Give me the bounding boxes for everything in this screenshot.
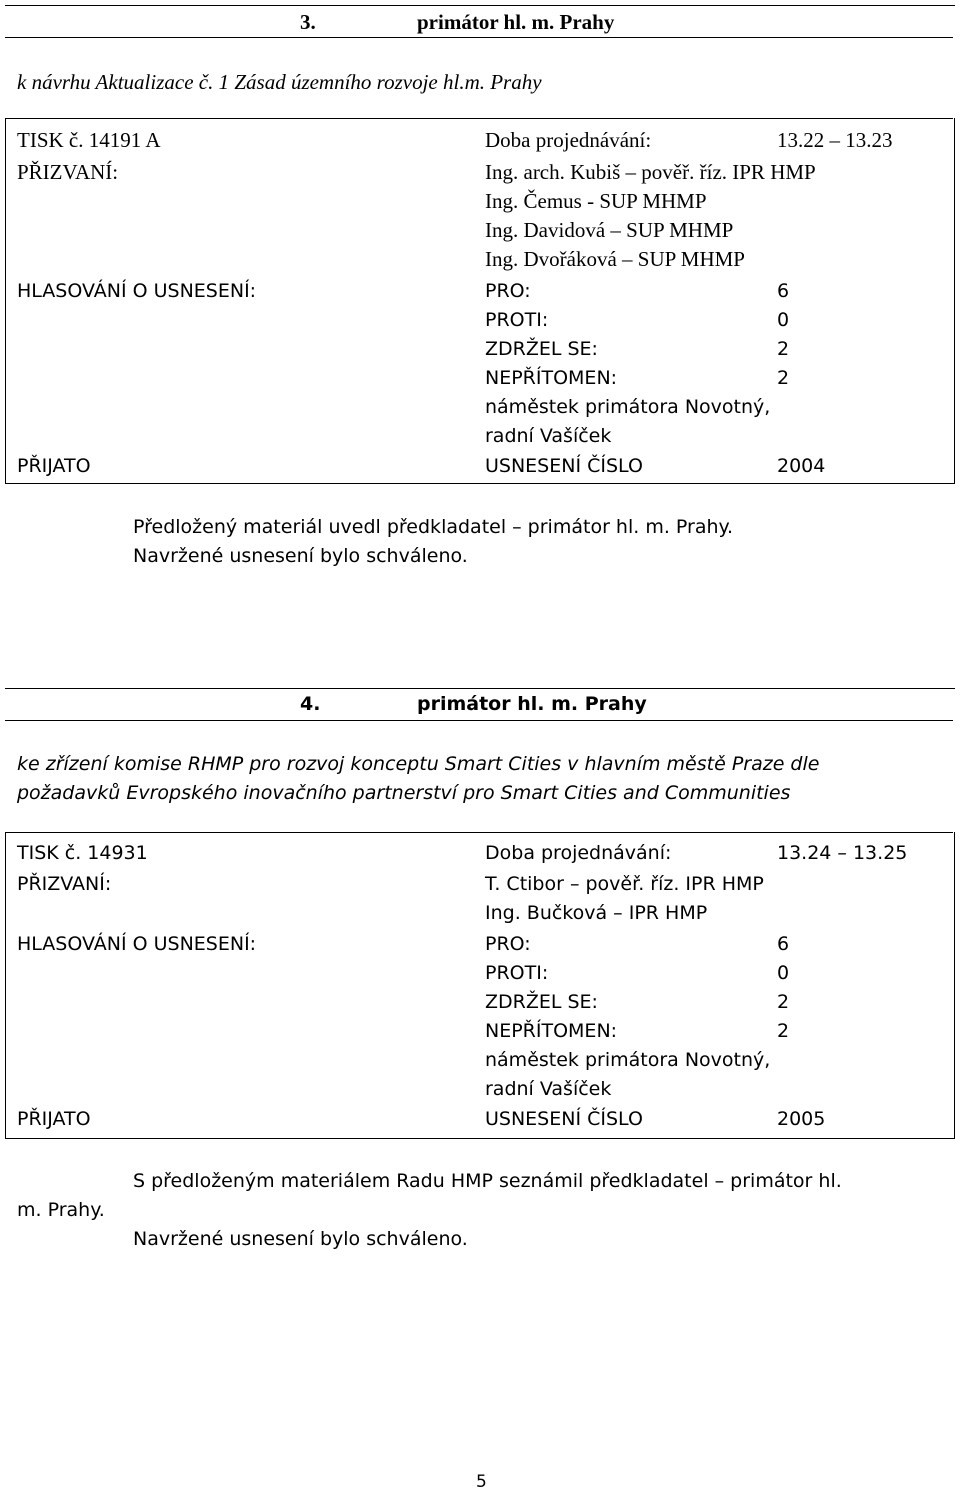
vote-absent-value: 2 <box>777 367 790 389</box>
table-top-rule <box>5 832 953 833</box>
vote-against-value: 0 <box>777 962 790 984</box>
item-note: S předloženým materiálem Radu HMP seznámil předkladatel – primátor hl. <box>133 1170 842 1192</box>
invited-person: Ing. arch. Kubiš – pověř. říz. IPR HMP <box>485 160 816 184</box>
item-subject: požadavků Evropského inovačního partnerství pro Smart Cities and Communities <box>17 782 791 804</box>
item-top-rule <box>5 688 955 689</box>
invited-person: Ing. Davidová – SUP MHMP <box>485 218 734 242</box>
vote-abstain-label: ZDRŽEL SE: <box>485 991 598 1013</box>
vote-abstain-value: 2 <box>777 991 790 1013</box>
time-label: Doba projednávání: <box>485 128 652 152</box>
vote-label: HLASOVÁNÍ O USNESENÍ: <box>17 280 257 302</box>
vote-label: HLASOVÁNÍ O USNESENÍ: <box>17 933 257 955</box>
print-number: TISK č. 14931 <box>17 842 148 864</box>
item-top-rule <box>5 5 955 6</box>
print-number: TISK č. 14191 A <box>17 128 161 152</box>
item-header-rule <box>5 37 953 38</box>
invited-person: Ing. Bučková – IPR HMP <box>485 902 708 924</box>
vote-for-label: PRO: <box>485 933 531 955</box>
item-note: Navržené usnesení bylo schváleno. <box>133 545 468 567</box>
item-note: Předložený materiál uvedl předkladatel – primátor hl. m. Prahy. <box>133 516 734 538</box>
invited-label: PŘIZVANÍ: <box>17 873 112 895</box>
vote-against-value: 0 <box>777 309 790 331</box>
item-submitter: primátor hl. m. Prahy <box>417 693 647 715</box>
item-note: Navržené usnesení bylo schváleno. <box>133 1228 468 1250</box>
item-number: 3. <box>300 10 316 34</box>
item-details-table <box>5 832 955 1139</box>
absent-member: radní Vašíček <box>485 425 612 447</box>
vote-for-value: 6 <box>777 933 790 955</box>
resolution-number: 2005 <box>777 1108 826 1130</box>
vote-against-label: PROTI: <box>485 309 549 331</box>
vote-for-value: 6 <box>777 280 790 302</box>
resolution-number: 2004 <box>777 455 826 477</box>
vote-absent-value: 2 <box>777 1020 790 1042</box>
invited-label: PŘIZVANÍ: <box>17 160 119 184</box>
item-header-rule <box>5 720 953 721</box>
invited-person: T. Ctibor – pověř. říz. IPR HMP <box>485 873 764 895</box>
vote-absent-label: NEPŘÍTOMEN: <box>485 367 618 389</box>
item-subject: ke zřízení komise RHMP pro rozvoj konceptu Smart Cities v hlavním městě Praze dle <box>17 753 820 775</box>
vote-absent-label: NEPŘÍTOMEN: <box>485 1020 618 1042</box>
vote-for-label: PRO: <box>485 280 531 302</box>
absent-member: radní Vašíček <box>485 1078 612 1100</box>
table-top-rule <box>5 118 953 119</box>
page-number: 5 <box>476 1472 487 1492</box>
time-value: 13.22 – 13.23 <box>777 128 893 152</box>
time-label: Doba projednávání: <box>485 842 672 864</box>
item-note: m. Prahy. <box>17 1199 105 1221</box>
invited-person: Ing. Dvořáková – SUP MHMP <box>485 247 745 271</box>
item-submitter: primátor hl. m. Prahy <box>417 10 615 34</box>
item-number: 4. <box>300 693 321 715</box>
absent-member: náměstek primátora Novotný, <box>485 396 771 418</box>
vote-abstain-label: ZDRŽEL SE: <box>485 338 598 360</box>
result-status: PŘIJATO <box>17 455 91 477</box>
resolution-label: USNESENÍ ČÍSLO <box>485 1108 643 1130</box>
invited-person: Ing. Čemus - SUP MHMP <box>485 189 707 213</box>
time-value: 13.24 – 13.25 <box>777 842 908 864</box>
vote-abstain-value: 2 <box>777 338 790 360</box>
vote-against-label: PROTI: <box>485 962 549 984</box>
result-status: PŘIJATO <box>17 1108 91 1130</box>
item-subject: k návrhu Aktualizace č. 1 Zásad územního rozvoje hl.m. Prahy <box>17 70 542 94</box>
resolution-label: USNESENÍ ČÍSLO <box>485 455 643 477</box>
absent-member: náměstek primátora Novotný, <box>485 1049 771 1071</box>
